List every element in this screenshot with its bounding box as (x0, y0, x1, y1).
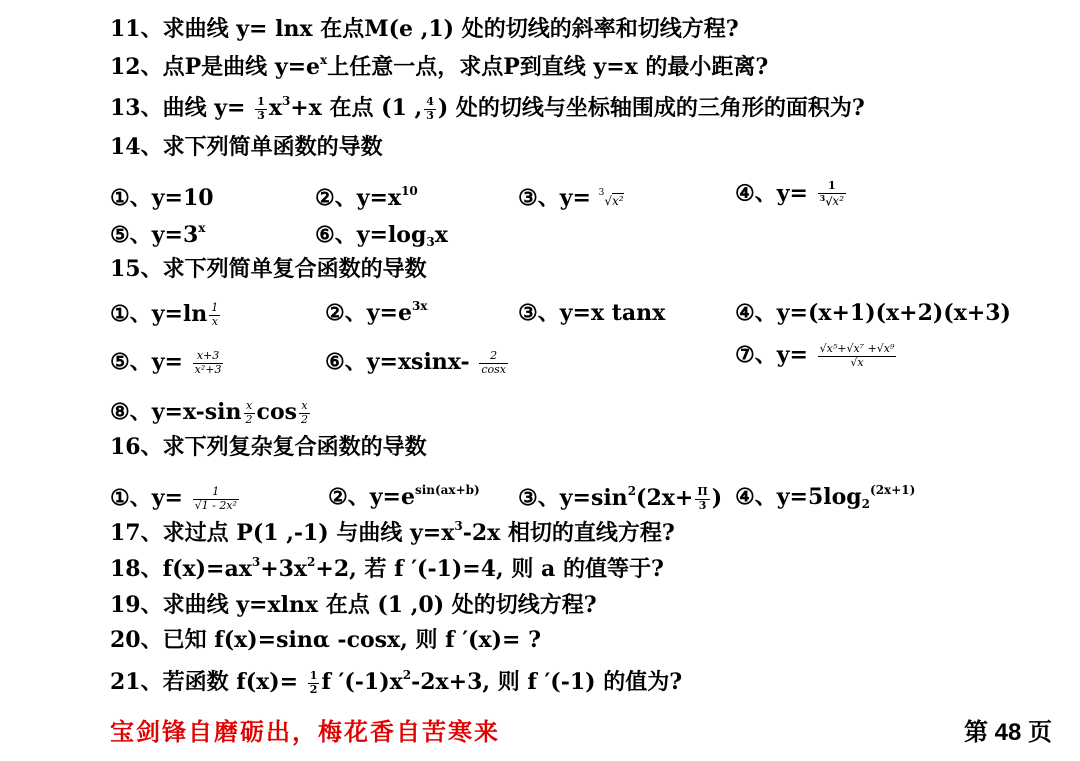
q16-item-4-exponent: (2x+1) (870, 483, 916, 497)
question-14-title: 14、求下列简单函数的导数 (110, 134, 383, 160)
q15-item-7-denominator: √x (850, 355, 864, 369)
q14-item-4 (735, 180, 848, 209)
q15-item-7-prefix: ⑦、y= (735, 342, 816, 369)
q16-item-3-paren: (2x+ (636, 485, 694, 512)
q14-item-3-root-index: 3 (598, 188, 605, 198)
q15-item-1-denominator: x (211, 314, 218, 328)
q15-item-1-fraction (209, 302, 220, 328)
q15-item-8-fraction-2 (299, 400, 310, 426)
question-17 (110, 519, 675, 546)
q14-item-4-root-index: 3 (819, 192, 826, 203)
q13-part-b: x (268, 95, 282, 122)
q21-numerator: 1 (309, 669, 318, 682)
q16-item-1-prefix: ①、y= (110, 485, 191, 512)
q17-part-b: -2x 相切的直线方程? (462, 520, 675, 546)
q13-fraction-one-third (255, 96, 267, 122)
q13-part-a: 13、曲线 y= (110, 95, 254, 122)
q16-item-3 (518, 486, 722, 512)
q15-item-7-fraction (818, 343, 897, 369)
q15-item-6-fraction (479, 350, 508, 376)
q15-item-5-denominator: x²+3 (194, 362, 222, 376)
q15-item-5-prefix: ⑤、y= (110, 349, 191, 376)
q14-item-3 (518, 187, 624, 209)
q16-item-3-close: ) (711, 485, 723, 512)
q15-item-8-denominator-1: 2 (245, 412, 253, 426)
q15-item-1 (110, 302, 222, 328)
q21-part-b: f ′(-1)x (321, 669, 403, 696)
q16-item-4-prefix: ④、y=5log (735, 484, 862, 510)
question-19: 19、求曲线 y=xlnx 在点 (1 ,0) 处的切线方程? (110, 592, 597, 618)
q18-part-b: +3x (260, 556, 308, 582)
q15-item-3: ③、y=x tanx (518, 300, 666, 326)
q16-item-2-exponent: sin(ax+b) (414, 483, 480, 497)
q15-item-8-fraction-1 (244, 400, 255, 426)
q15-item-8-cos: cos (256, 399, 298, 426)
question-15-title: 15、求下列简单复合函数的导数 (110, 256, 427, 282)
q18-part-a: 18、f(x)=ax (110, 556, 252, 582)
q15-item-1-prefix: ①、y=ln (110, 301, 208, 328)
q13-part-d: ) 处的切线与坐标轴围成的三角形的面积为? (437, 95, 865, 122)
q12-part-b: 上任意一点，求点P到直线 y=x 的最小距离? (327, 54, 769, 80)
q16-item-2 (328, 483, 480, 510)
q21-exponent: 2 (402, 668, 412, 683)
question-16-title: 16、求下列复杂复合函数的导数 (110, 434, 427, 460)
q16-item-3-fraction (695, 486, 709, 512)
q16-item-2-base: ②、y=e (328, 484, 415, 510)
q14-item-5 (110, 221, 206, 248)
q15-item-6-prefix: ⑥、y=xsinx- (325, 349, 478, 376)
q14-item-1: ①、y=10 (110, 185, 214, 211)
question-18 (110, 555, 664, 582)
q15-item-8-numerator-1: x (244, 400, 255, 414)
q14-item-5-base: ⑤、y=3 (110, 222, 199, 248)
q13-frac2-denominator: 3 (426, 108, 434, 122)
q14-item-2-exponent: 10 (401, 184, 418, 198)
q15-item-2 (325, 299, 428, 326)
q15-item-8-denominator-2: 2 (301, 412, 309, 426)
question-20: 20、已知 f(x)=sinα -cosx, 则 f ′(x)= ? (110, 627, 541, 653)
q17-exponent: 3 (454, 519, 463, 533)
q13-frac1-numerator: 1 (257, 95, 265, 108)
q15-item-6-numerator: 2 (479, 350, 508, 364)
q14-item-6-arg: x (434, 222, 448, 248)
q13-frac1-denominator: 3 (257, 108, 265, 122)
q14-item-6-log-base: 3 (426, 235, 435, 249)
q13-frac2-numerator: 4 (426, 95, 434, 108)
q15-item-8-numerator-2: x (299, 400, 310, 414)
q15-item-7 (735, 343, 898, 369)
q17-part-a: 17、求过点 P(1 ,-1) 与曲线 y=x (110, 520, 455, 546)
q16-item-4-log-base: 2 (861, 497, 871, 511)
page-number: 第 48 页 (963, 719, 1052, 746)
q14-item-3-radical: $^3$√x² (598, 188, 624, 208)
q12-part-a: 12、点P是曲线 y=e (110, 54, 321, 80)
q18-exponent-2: 2 (307, 555, 316, 569)
q16-item-3-exponent: 2 (627, 484, 637, 499)
q16-item-4 (735, 483, 916, 511)
q13-fraction-four-thirds (424, 96, 436, 122)
q15-item-6 (325, 350, 510, 376)
q15-item-2-exponent: 3x (411, 299, 428, 313)
q16-item-1 (110, 486, 241, 512)
q14-item-5-exponent: x (198, 221, 206, 235)
q14-item-3-radicand: x² (612, 194, 624, 208)
q18-part-c: +2, 若 f ′(-1)=4, 则 a 的值等于? (315, 556, 664, 582)
q14-item-4-fraction (818, 180, 846, 209)
q16-item-3-denominator: 3 (698, 498, 707, 512)
q14-item-4-numerator: 1 (818, 180, 846, 194)
q16-item-3-numerator: Π (697, 485, 708, 498)
question-12 (110, 53, 769, 80)
q21-fraction-one-half (308, 670, 320, 696)
q21-part-a: 21、若函数 f(x)= (110, 669, 306, 696)
q12-exponent: x (320, 53, 328, 67)
q14-item-6-prefix: ⑥、y=log (315, 222, 427, 248)
q14-item-4-denominator: $^3$√x² (819, 192, 844, 209)
q15-item-5-fraction (193, 350, 224, 376)
q15-item-1-numerator: 1 (211, 301, 219, 314)
q18-exponent-1: 3 (251, 555, 261, 569)
q15-item-5-numerator: x+3 (193, 350, 224, 364)
q14-item-6 (315, 222, 448, 249)
q21-denominator: 2 (309, 682, 318, 696)
q14-item-3-prefix: ③、y= (518, 185, 599, 211)
q14-item-4-radicand: x² (832, 194, 844, 209)
q15-item-5 (110, 350, 225, 376)
q15-item-7-numerator: √x⁵+√x⁷ +√x⁹ (819, 342, 895, 355)
q13-exponent: 3 (281, 94, 291, 109)
q15-item-6-denominator: cosx (481, 362, 506, 376)
q15-item-4: ④、y=(x+1)(x+2)(x+3) (735, 300, 1011, 326)
q16-item-3-prefix: ③、y=sin (518, 485, 628, 512)
q15-item-8 (110, 400, 312, 426)
q21-part-c: -2x+3, 则 f ′(-1) 的值为? (411, 669, 683, 696)
q16-item-1-denominator: √1 - 2x² (194, 498, 237, 512)
q13-part-c: +x 在点 (1 , (290, 95, 423, 122)
q16-item-1-numerator: 1 (193, 486, 239, 500)
q14-item-2 (315, 184, 418, 211)
q16-item-1-fraction (193, 486, 239, 512)
q15-item-2-base: ②、y=e (325, 300, 412, 326)
question-21 (110, 670, 682, 696)
question-11: 11、求曲线 y= lnx 在点M(e ,1) 处的切线的斜率和切线方程? (110, 16, 739, 42)
q15-item-8-prefix: ⑧、y=x-sin (110, 399, 242, 426)
q14-item-2-base: ②、y=x (315, 185, 402, 211)
footer-motto: 宝剑锋自磨砺出，梅花香自苦寒来 (110, 717, 500, 746)
q14-item-4-prefix: ④、y= (735, 180, 816, 207)
question-13 (110, 96, 865, 122)
